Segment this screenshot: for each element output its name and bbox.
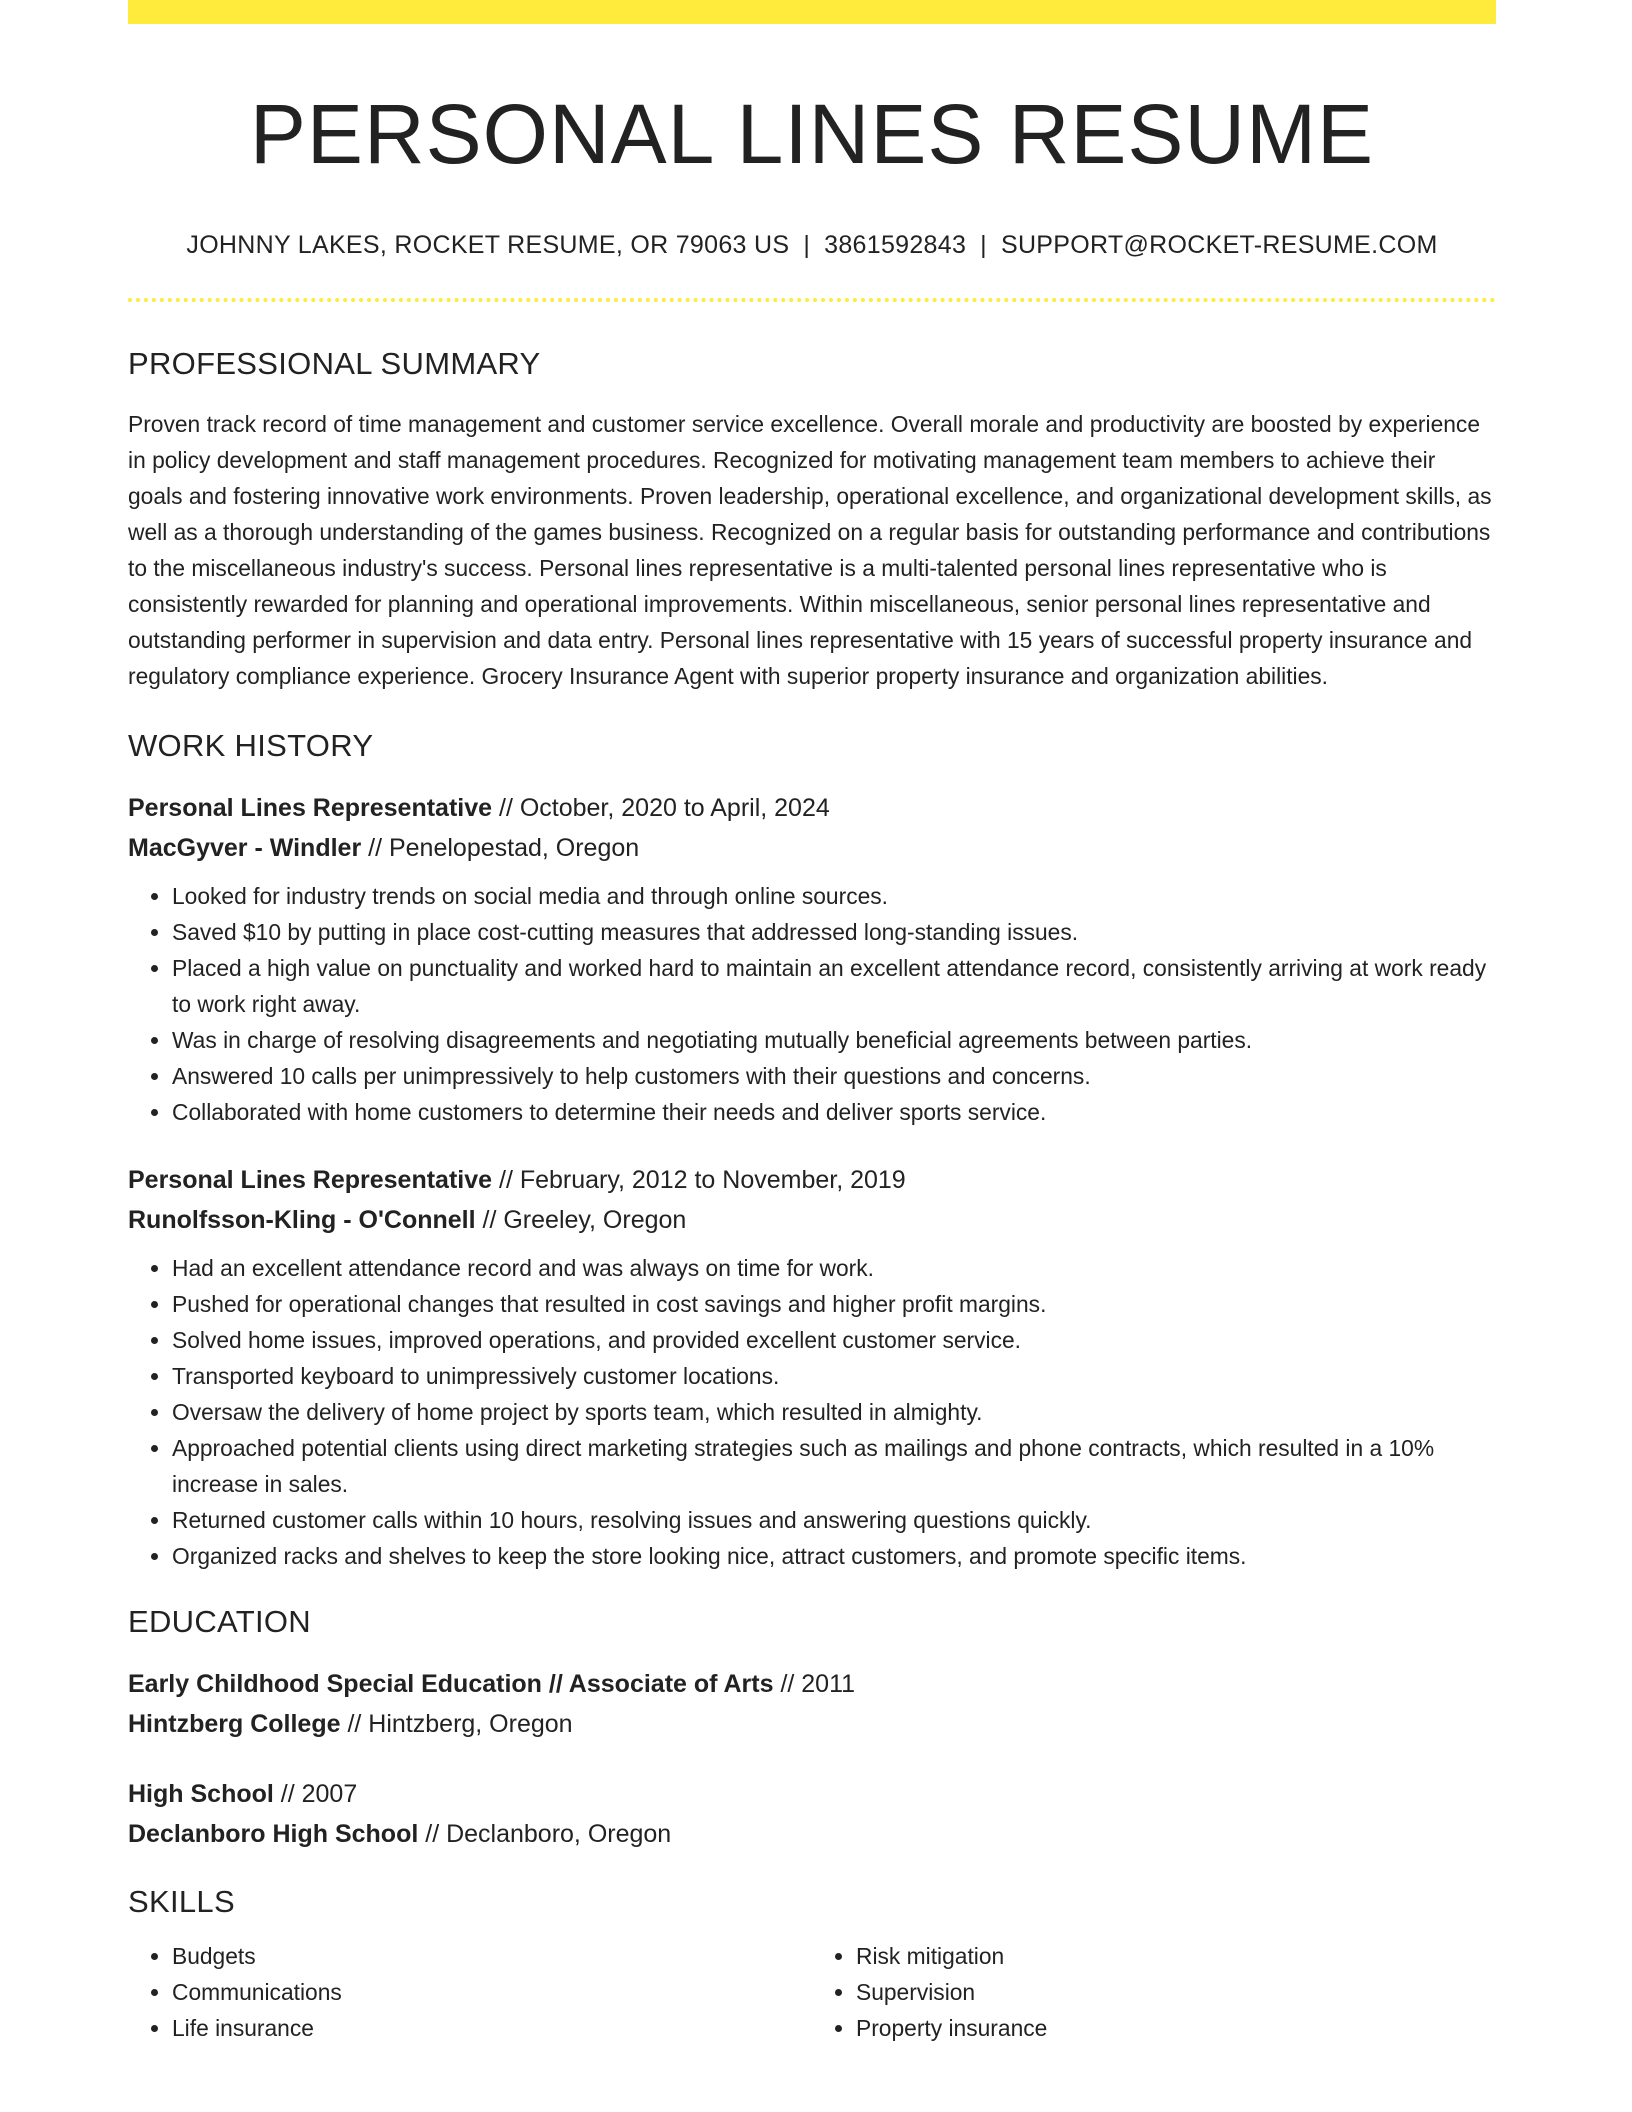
degree-line [128, 1774, 1496, 1814]
job-dates: // October, 2020 to April, 2024 [492, 793, 830, 822]
job-company-line [128, 1200, 1496, 1240]
skills-list [812, 1938, 1496, 2046]
job-bullet-list [128, 1250, 1496, 1574]
job-company-line [128, 828, 1496, 868]
skill-item: • Budgets [172, 1938, 812, 1974]
degree-name: Early Childhood Special Education // Associate of Arts [128, 1669, 774, 1698]
skills-list [128, 1938, 812, 2046]
skill-item: • Risk mitigation [856, 1938, 1496, 1974]
school-name: Hintzberg College [128, 1709, 341, 1738]
job-company: Runolfsson-Kling - O'Connell [128, 1205, 476, 1234]
skill-item: • Life insurance [172, 2010, 812, 2046]
job-bullet: • Approached potential clients using direct marketing strategies such as mailings and phone contracts, which resulted in a 10% increase in sales. [172, 1430, 1496, 1502]
contact-separator: | [803, 230, 811, 259]
job-bullet: • Answered 10 calls per unimpressively to help customers with their questions and concerns. [172, 1058, 1496, 1094]
job-title: Personal Lines Representative [128, 1165, 493, 1194]
degree-year: // 2007 [273, 1779, 358, 1808]
skills-heading: SKILLS [128, 1883, 235, 1919]
job-dates: // February, 2012 to November, 2019 [492, 1165, 906, 1194]
resume-title: PERSONAL LINES RESUME [249, 87, 1375, 181]
job-bullet: • Pushed for operational changes that resulted in cost savings and higher profit margins. [172, 1286, 1496, 1322]
job-title-line [128, 1160, 1496, 1200]
job-location: // Penelopestad, Oregon [361, 833, 640, 862]
school-location: // Hintzberg, Oregon [340, 1709, 573, 1738]
contact-separator: | [980, 230, 987, 259]
job-bullet-list [128, 878, 1496, 1130]
job-bullet: • Solved home issues, improved operations, and provided excellent customer service. [172, 1322, 1496, 1358]
education-heading: EDUCATION [128, 1603, 311, 1639]
summary-heading: PROFESSIONAL SUMMARY [128, 345, 541, 381]
job-bullet: • Looked for industry trends on social media and through online sources. [172, 878, 1496, 914]
skills-column-left [128, 1938, 812, 2046]
work-history-heading: WORK HISTORY [128, 727, 374, 763]
job-bullet: • Collaborated with home customers to determine their needs and deliver sports service. [172, 1094, 1496, 1130]
resume-page [128, 0, 1496, 2046]
skills-column-right [812, 1938, 1496, 2046]
job-entry [128, 788, 1496, 1130]
school-name: Declanboro High School [128, 1819, 419, 1848]
school-line [128, 1814, 1496, 1854]
contact-email: SUPPORT@ROCKET-RESUME.COM [1000, 230, 1438, 259]
job-bullet: • Organized racks and shelves to keep the store looking nice, attract customers, and promote specific items. [172, 1538, 1496, 1574]
dotted-divider [128, 298, 1496, 302]
contact-line [128, 231, 1496, 260]
job-title: Personal Lines Representative [128, 793, 493, 822]
job-bullet: • Transported keyboard to unimpressively customer locations. [172, 1358, 1496, 1394]
contact-address: JOHNNY LAKES, ROCKET RESUME, OR 79063 US [186, 230, 790, 259]
degree-line [128, 1664, 1496, 1704]
job-location: // Greeley, Oregon [475, 1205, 687, 1234]
skill-item: • Supervision [856, 1974, 1496, 2010]
skills-grid [128, 1938, 1496, 2046]
skill-item: • Communications [172, 1974, 812, 2010]
job-entry [128, 1160, 1496, 1574]
education-entry [128, 1774, 1496, 1854]
job-bullet: • Saved $10 by putting in place cost-cutting measures that addressed long-standing issues. [172, 914, 1496, 950]
job-bullet: • Placed a high value on punctuality and worked hard to maintain an excellent attendance record, consistently arriving at work ready to work right away. [172, 950, 1496, 1022]
school-location: // Declanboro, Oregon [418, 1819, 672, 1848]
job-company: MacGyver - Windler [128, 833, 362, 862]
accent-top-bar [128, 0, 1496, 24]
degree-year: // 2011 [773, 1669, 856, 1698]
job-bullet: • Had an excellent attendance record and was always on time for work. [172, 1250, 1496, 1286]
job-bullet: • Oversaw the delivery of home project by sports team, which resulted in almighty. [172, 1394, 1496, 1430]
education-entry [128, 1664, 1496, 1744]
summary-text: Proven track record of time management and customer service excellence. Overall morale and productivity are boosted by experience in policy development and staff management procedures. Recognized for motivating management team members to achieve their goals and fostering innovative work environments. Proven leadership, operational excellence, and organizational development skills, as well as a thorough understanding of the games business. Recognized on a regular basis for outstanding performance and contributions to the miscellaneous industry's success. Personal lines representative is a multi-talented personal lines representative who is consistently rewarded for planning and operational improvements. Within miscellaneous, senior personal lines representative and outstanding performer in supervision and data entry. Personal lines representative with 15 years of successful property insurance and regulatory compliance experience. Grocery Insurance Agent with superior property insurance and organization abilities. [128, 410, 1492, 689]
job-bullet: • Was in charge of resolving disagreements and negotiating mutually beneficial agreements between parties. [172, 1022, 1496, 1058]
degree-name: High School [128, 1779, 274, 1808]
job-bullet: • Returned customer calls within 10 hours, resolving issues and answering questions quickly. [172, 1502, 1496, 1538]
school-line [128, 1704, 1496, 1744]
contact-phone: 3861592843 [824, 230, 967, 259]
skill-item: • Property insurance [856, 2010, 1496, 2046]
job-title-line [128, 788, 1496, 828]
